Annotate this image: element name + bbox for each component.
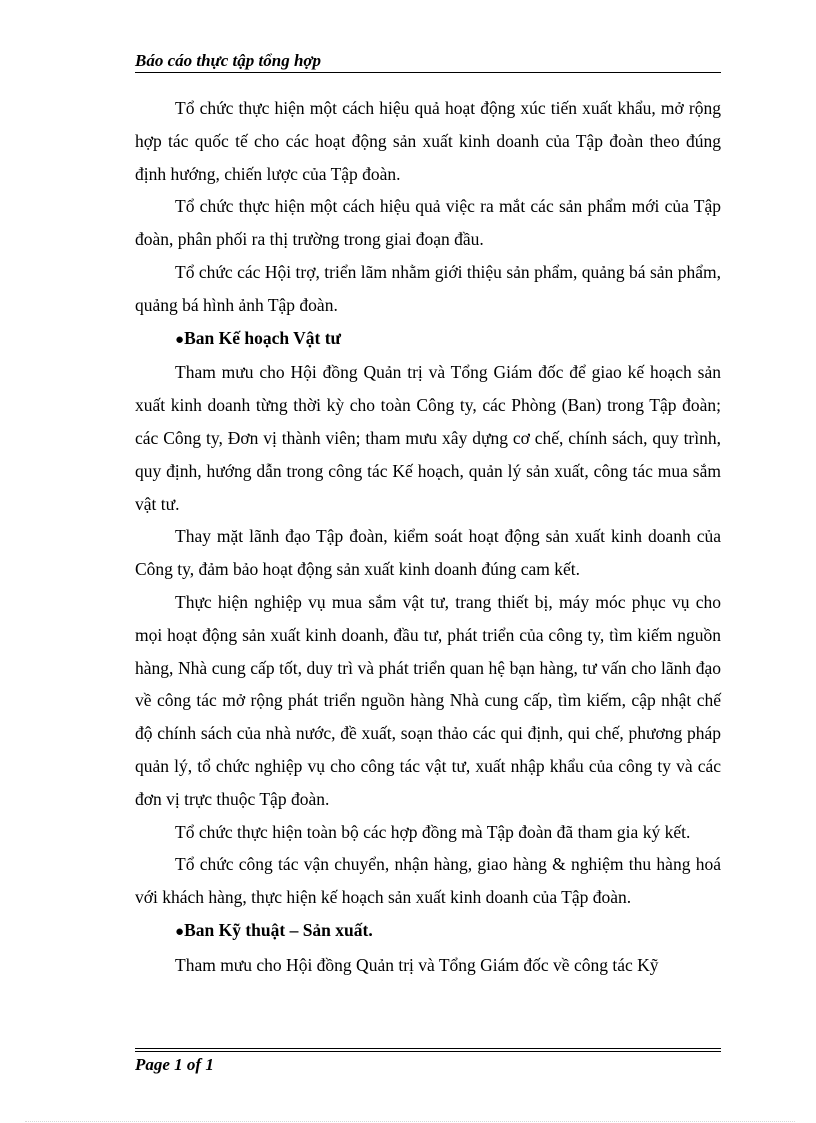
bullet-icon: ● bbox=[175, 331, 185, 348]
paragraph: Tham mưu cho Hội đồng Quản trị và Tổng Giám đốc để giao kế hoạch sản xuất kinh doanh từng thời kỳ cho toàn Công ty, các Phòng (Ban) trong Tập đoàn; các Công ty, Đơn vị thành viên; tham mưu xây dựng cơ chế, chính sách, quy trình, quy định, hướng dẫn trong công tác Kế hoạch, quản lý sản xuất, công tác mua sắm vật tư. bbox=[135, 362, 721, 514]
bullet-icon: ● bbox=[175, 923, 185, 940]
running-header: Báo cáo thực tập tổng hợp bbox=[135, 50, 721, 73]
page-number: Page 1 of 1 bbox=[135, 1055, 214, 1074]
document-body bbox=[135, 92, 721, 982]
paragraph: Tổ chức thực hiện một cách hiệu quả hoạt động xúc tiến xuất khẩu, mở rộng hợp tác quốc tế cho các hoạt động sản xuất kinh doanh của Tập đoàn theo đúng định hướng, chiến lược của Tập đoàn. bbox=[135, 98, 721, 184]
section-heading-label: Ban Kế hoạch Vật tư bbox=[184, 327, 342, 348]
page-edge-divider bbox=[25, 1121, 795, 1122]
paragraph: Tổ chức thực hiện một cách hiệu quả việc ra mắt các sản phẩm mới của Tập đoàn, phân phối ra thị trường trong giai đoạn đầu. bbox=[135, 196, 721, 250]
paragraph: Tổ chức các Hội trợ, triển lãm nhằm giới thiệu sản phẩm, quảng bá sản phẩm, quảng bá hình ảnh Tập đoàn. bbox=[135, 261, 721, 315]
section-heading-label: Ban Kỹ thuật – Sản xuất. bbox=[184, 919, 373, 940]
paragraph: Tham mưu cho Hội đồng Quản trị và Tổng Giám đốc về công tác Kỹ bbox=[175, 954, 659, 975]
section-heading-ke-hoach-vat-tu bbox=[135, 322, 721, 357]
paragraph: Tổ chức thực hiện toàn bộ các hợp đồng mà Tập đoàn đã tham gia ký kết. bbox=[175, 821, 691, 842]
footer-rule bbox=[135, 1051, 721, 1052]
paragraph: Thực hiện nghiệp vụ mua sắm vật tư, trang thiết bị, máy móc phục vụ cho mọi hoạt động sản xuất kinh doanh, đầu tư, phát triển của công ty, tìm kiếm nguồn hàng, Nhà cung cấp tốt, duy trì và phát triển quan hệ bạn hàng, tư vấn cho lãnh đạo về công tác mở rộng phát triển nguồn hàng Nhà cung cấp, tìm kiếm, cập nhật chế độ chính sách của nhà nước, đề xuất, soạn thảo các qui định, qui chế, phương pháp quản lý, tổ chức nghiệp vụ cho công tác vật tư, xuất nhập khẩu của công ty và các đơn vị trực thuộc Tập đoàn. bbox=[135, 591, 721, 809]
footer-rule bbox=[135, 1048, 721, 1049]
section-heading-ky-thuat-san-xuat bbox=[135, 914, 721, 949]
paragraph: Thay mặt lãnh đạo Tập đoàn, kiểm soát hoạt động sản xuất kinh doanh của Công ty, đảm bảo hoạt động sản xuất kinh doanh đúng cam kết. bbox=[135, 526, 721, 580]
paragraph: Tổ chức công tác vận chuyển, nhận hàng, giao hàng & nghiệm thu hàng hoá với khách hàng, thực hiện kế hoạch sản xuất kinh doanh của Tập đoàn. bbox=[135, 854, 721, 908]
